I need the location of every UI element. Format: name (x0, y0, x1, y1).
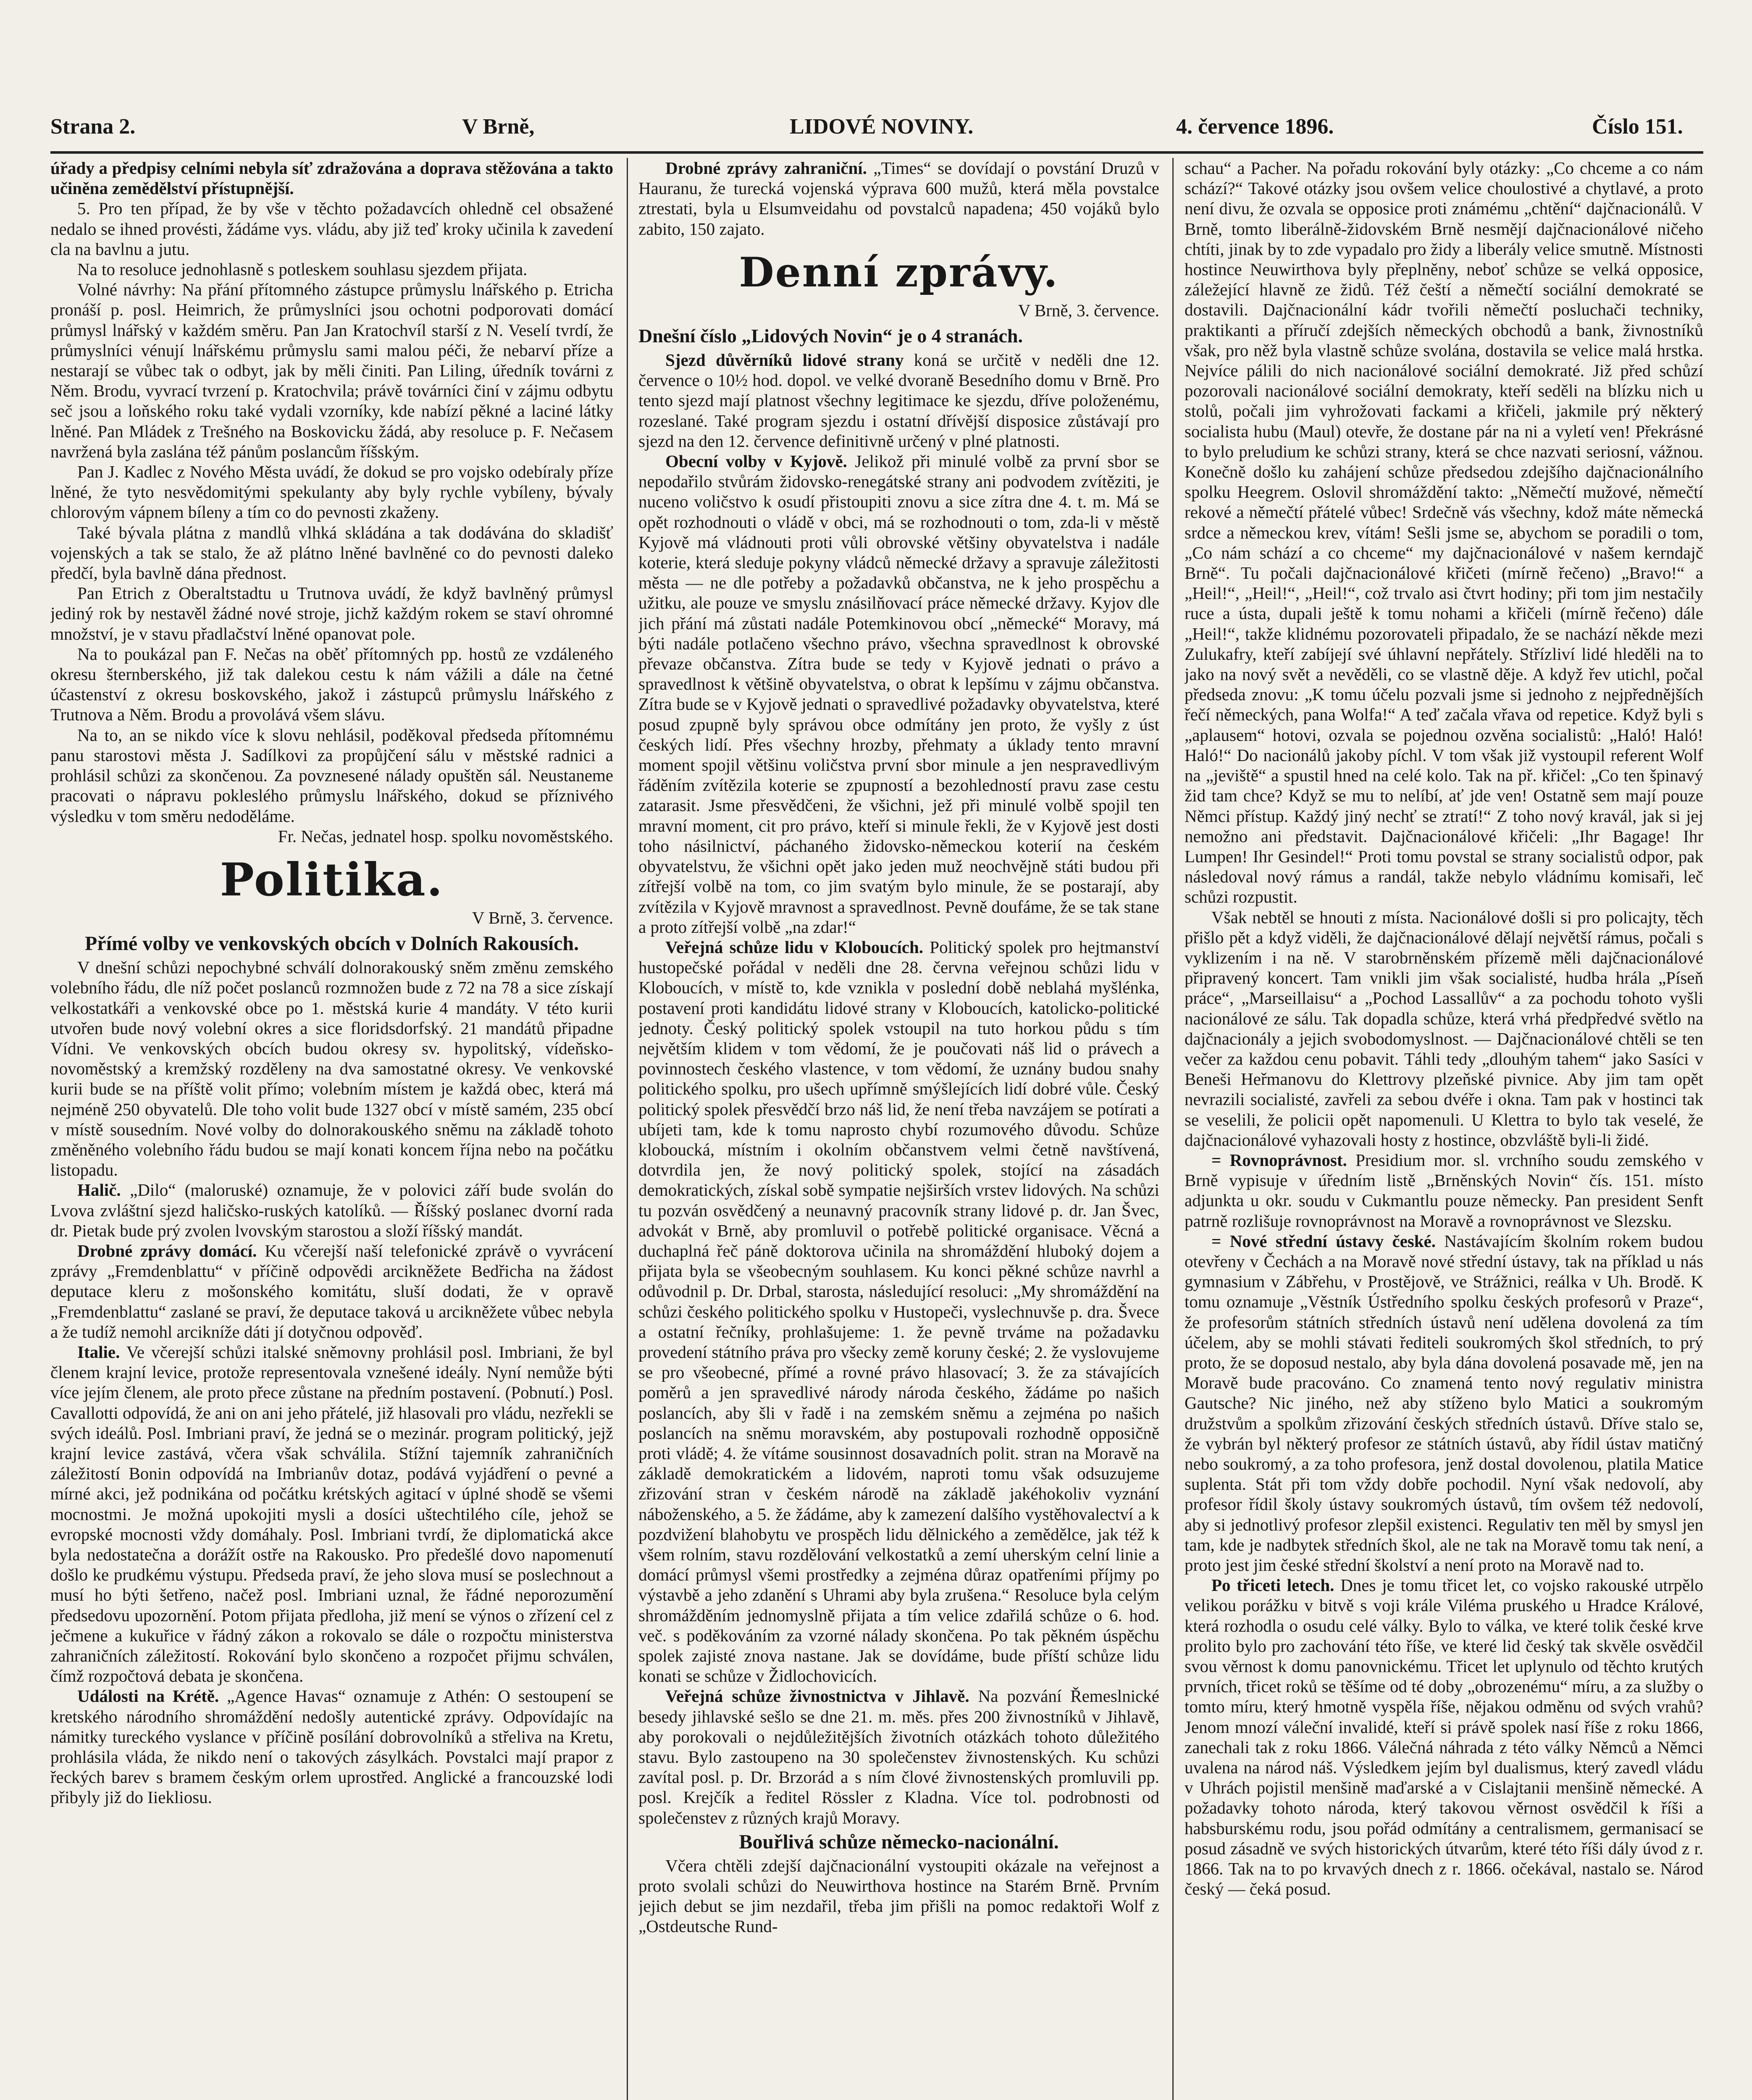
section-title-politika: Politika. (220, 853, 444, 906)
signature: Fr. Nečas, jednatel hosp. spolku novoměstského. (278, 826, 613, 846)
article-heading-inline: Sjezd důvěrníků lidové strany (665, 350, 904, 370)
page-header (50, 114, 1703, 147)
article-text: „Agence Havas“ oznamuje z Athén: O sestoupení se kretského národního shromáždění nedošly autentické zprávy. Odpovídajíc na námitky tureckého vyslance v příčině posílání dobrovolníků a střeliva na Kretu, prohlásila vláda, že nikdo není o takových zásylkách. Povstalci mají prapor z řeckých barev s bramem českým orlem uprostřed. Anglické a francouzské lodi přibyly již do Iiekliosu. (50, 1686, 613, 1807)
article-paragraph: Na to resoluce jednohlasně s potleskem souhlasu sjezdem přijata. (77, 260, 528, 279)
section-title-denni: Denní zprávy. (739, 248, 1059, 296)
article-heading-inline: Halič. (77, 1180, 121, 1200)
dateline: V Brně, 3. července. (472, 908, 613, 927)
article-paragraph: V dnešní schůzi nepochybné schválí dolnorakouský sněm změnu zemského volebního řádu, dle níž počet poslanců rozmnožen bude z 72 na 78 a sice získají velkostatkáři a venkovské obce po 1. městská kurie 4 mandáty. V této kurii utvořen bude nový volební okres a sice floridsdorfský. 21 mandátů připadne Vídni. Ve venkovských obcích budou okresy sv. hypolitský, vídeňsko-novoměstský a kremžský rozděleny na dva samostatné okresy. Ve venkovské kurii bude se na příště volit přímo; volebním místem je každá obec, která má nejméně 250 obyvatelů. Dle toho volit bude 1327 obcí v místě samém, 235 obcí v místě sousedním. Nové volby do dolnorakouského sněmu na základě tohoto změněného volebního řádu budou se mají konati koncem října nebo na počátku listopadu. (50, 958, 613, 1180)
article-text: Dnes je tomu třicet let, co vojsko rakouské utrpělo velikou porážku v bitvě s voji krále Viléma pruského u Hradce Králové, která rozhodla o osudu celé války. Bylo to válka, ve které tolik české krve prolito bylo pro zachování této říše, ve které lid český tak skvěle osvědčil svou věrnost k domu panovnickému. Třicet let uplynulo od těchto krutých prvních, třicet roků se těšíme od té doby „obrozenému“ míru, a za služby o tomto míru, který hmotně vyspěla říše, nějakou odměnu od svých vrahů? Jenom mnozí váleční invalidé, kteří si právě spolek nasí říše z roku 1866, zanechali tak z roku 1866. Válečná náhrada z této války Němců a Němci uvalena na národ náš. Výsledkem jejím byl dualismus, který zavedl vládu v Uhrách pojistil menšině maďarské a v Cislajtanii menšině německé. A požadavky tohoto národa, který takovou věrnost osvědčil k říši a habsburskému rodu, jsou pořád odmítány a centralismem, germanisací se posud zásadně ve svých historických útvarům, které této říši dály úvod z r. 1866. Tak na to po krvavých dnech z r. 1866. očekával, nastalo se. Národ český — čeká posud. (1185, 1575, 1703, 1899)
article-paragraph: Také bývala plátna z mandlů vlhká skládána a tak dodávána do skladišť vojenských a tak se stalo, že až plátno lněné bavlněné co do pevnosti daleko předčí, byla bavlně dána přednost. (50, 522, 613, 583)
column-2 (638, 158, 1159, 2100)
article-text: „Times“ se dovídají o povstání Druzů v Hauranu, že turecká vojenská výprava 600 mužů, která měla povstalce ztrestati, byla u Elsumveidahu od povstalců napadena; 450 vojáků bylo zabito, 150 zajato. (638, 158, 1159, 239)
article-heading-inline: Události na Krétě. (77, 1686, 219, 1706)
article-heading-inline: Drobné zprávy domácí. (77, 1241, 257, 1260)
article-heading-inline: Italie. (77, 1342, 120, 1362)
article-heading: Přímé volby ve venkovských obcích v Dolních Rakousích. (84, 932, 579, 955)
article-heading-inline: Drobné zprávy zahraniční. (665, 158, 867, 178)
article-heading-inline: Veřejná schůze lidu v Kloboucích. (665, 937, 924, 957)
header-date: 4. července 1896. (1176, 115, 1334, 139)
issue-note: Dnešní číslo „Lidových Novin“ je o 4 stranách. (638, 325, 1023, 347)
article-text: „Dilo“ (maloruské) oznamuje, že v polovici září bude svolán do Lvova zvláštní sjezd haličsko-ruských katolíků. — Říšský poslanec dvorní rada dr. Pietak bude prý zvolen lvovským starostou a složí říšský mandát. (50, 1180, 613, 1240)
column-1 (50, 158, 613, 2100)
article-heading-inline: Obecní volby v Kyjově. (665, 452, 847, 471)
article-paragraph: schau“ a Pacher. Na pořadu rokování byly otázky: „Co chceme a co nám schází?“ Takové otázky jsou ovšem velice choulostivé a chytlavé, a proto není divu, že ozvala se opposice proti známému „chtění“ dajčnacionálů. V Brně, tomto liberálně-židovském Brně nesmějí dajčnacionálové ničeho chtíti, jinak by to zde vypadalo pro židy a liberály velice smutně. Místnosti hostince Neuwirthova byly přeplněny, neboť schůze se velká opposice, záležející hlavně ze židů. Též čeští a němečtí sociální demokraté se dostavili. Dajčnacionální kádr tvořili němečtí posluchači techniky, praktikanti a příručí zdejších německých obchodů a bank, živnostníků však, pro něž byla vlastně schůze svolána, dostavila se velice malá hrstka. Nejvíce pálili do nich nacionálové sociální demokraté. Již před schůzí pozorovali nacionálové sociální demokraty, kteří seděli na blízku nich u stolů, počali jim vyhrožovati fackami a křičeli, jakmile prý některý socialista hubu (Maul) otevře, že dostane pár na ni a vyletí ven! Překrásné to bylo preludium ke schůzi strany, která se chce nazvati seriosní, vážnou. Konečně došlo ku zahájení schůze předsedou zdejšího dajčnacionálního spolku Heegrem. Oslovil shromáždění takto: „Němečtí mužové, němečtí rekové a němečtí přátelé vůbec! Srdečně vás všechny, kdož máte německá srdce a německou krev, vítám! Sešli jsme se, abychom se poradili o tom, „Co nám schází a co chceme“ my dajčnacionálové v našem kerndajč Brně“. Tu počali dajčnacionálové křičeti (mírně řečeno) „Bravo!“ a „Heil!“, „Heil!“, „Heil!“, což trvalo asi čtvrt hodiny; při tom jim nestačily ruce a ústa, dupali ještě k tomu nohami a křičeli (mírně řečeno) dále „Heil!“, takže klidnému pozorovateli připadalo, že se nachází někde mezi Zulukafry, kteří zabíjejí své úhlavní nepřátely. Střízliví lidé hleděli na to jako na nový svět a nevěděli, co se vlastně děje. A když řev utichl, počal předseda znovu: „K tomu účelu pozvali jsme si jednoho z nejpřednějších řečí německých, pana Wolfa!“ A teď začala vřava od repetice. Když byli s „aplausem“ hotovi, ozvala se pojednou ozvěna socialistů: „Haló! Haló! Haló!“ Do nacionálů jakoby píchl. V tom však již vystoupil referent Wolf na „jeviště“ a spustil hned na celé kolo. Tak na př. křičel: „Co ten špinavý žid tam chce? Když se mu to nelíbí, ať jde ven! Ostatně sem mají pouze Němci přístup. Každý jiný nechť se ztratí!“ Z toho nový kravál, jak si jej nemožno ani představit. Dajčnacionálové křičeli: „Ihr Bagage! Ihr Lumpen! Ihr Gesindel!“ Proti tomu povstal se strany socialistů odpor, pak následoval nový rámus a randál, takže nebylo vládnímu komisaři, leč schůzi rozpustit. (1185, 158, 1703, 907)
issue-number: Číslo 151. (1592, 115, 1683, 139)
article-paragraph: Volné návrhy: Na přání přítomného zástupce průmyslu lnářského p. Etricha pronáší p. posl. Heimrich, že průmyslníci jsou ochotni podporovati domácí průmysl lnářský v každém směru. Pan Jan Kratochvíl starší z N. Veselí tvrdí, že průmyslníci vénují lnářskému průmyslu sami malou péči, že nebarví příze a nestarají se vůbec tak o odbyt, jak by měli činiti. Pan Liling, úředník továrni z Něm. Brodu, vyvrací tvrzení p. Kratochvila; právě továrníci činí v zájmu odbytu seč jsou a loňského roku také vydali vzorníky, kde nabízí pěkné a laciné látky lněné. Pan Mládek z Trešného na Boskovicku žádá, aby resoluce p. F. Nečasem navržená byla zaslána též pánům poslancům říšským. (50, 280, 613, 461)
newspaper-title: LIDOVÉ NOVINY. (790, 115, 974, 139)
article-text: Presidium mor. sl. vrchního soudu zemského v Brně vypisuje v úředním listě „Brněnských Novin“ čís. 151. místo adjunkta u okr. soudu v Cukmantlu pouze německy. Pan president Senft patrně rozlišuje rovnoprávnost na Moravě a rovnoprávnost ve Slezsku. (1185, 1150, 1703, 1231)
column-divider (1172, 158, 1174, 2100)
article-paragraph: úřady a předpisy celními nebyla síť zdražována a doprava stěžována a takto učiněna zemědělství přístupnější. (50, 158, 613, 198)
article-paragraph: Pan Etrich z Oberaltstadtu u Trutnova uvádí, že když bavlněný průmysl jediný rok by nestavěl žádné nové stroje, jichž každým rokem se staví ohromné množství, je v stavu přadlačství lněné opanovat pole. (50, 583, 613, 643)
article-paragraph: Však nebtěl se hnouti z místa. Nacionálové došli si pro policajty, těch přišlo pět a když viděli, že dajčnacionálové dělají největší rámus, počali s vyklizením i na ně. V starobrněnském přízemě měli dajčnacionálové připravený koncert. Tam vnikli jim však socialisté, hudba hrála „Píseň práce“, „Marseillaisu“ a „Pochod Lassallův“ a za pochodu tohoto vyšli nacionálové ze sálu. Tak dopadla schůze, která vrhá předpředvé světlo na dajčnacionály a jejich svobodomyslnost. — Dajčnacionálové chtěli se ten večer za každou cenu pobavit. Táhli tedy „dlouhým tahem“ jako Sasíci v Beneši Heřmanovu do Klettrovy plzeňské pivnice. Aby jim tam opět nevrazili socialisté, zavřeli za sebou dvéře i okna. Tam pak v hostinci tak se veselili, že policii opět napomenuli. U Klettra to bylo tak veselé, že dajčnacionálové vyhazovali hosty z hostince, obzvláště byli-li židé. (1185, 907, 1703, 1150)
article-paragraph: 5. Pro ten případ, že by vše v těchto požadavcích ohledně cel obsažené nedalo se ihned provésti, žádáme vys. vládu, aby již teď kroky učinila k zavedení cla na bavlnu a jutu. (50, 199, 613, 259)
article-text: Jelikož při minulé volbě za první sbor se nepodařilo stvůrám židovsko-renegátské strany ani podvodem zvítěziti, je nuceno voličstvo k osudí přistoupiti znovu a sice zítra dne 4. t. m. Má se opět rozhodnouti o vládě v obci, má se rozhodnouti o tom, zda-li v městě Kyjově má vládnouti proti vůli obrovské většiny obyvatelstva i nadále koterie, která sleduje pokyny vládců německé državy a spravuje záležitosti města — ne dle potřeby a požadavků občanstva, ne k jeho prospěchu a užitku, ale pouze ve smyslu znásilňovací práce německé državy. Kyjov dle jich přání má zůstati nadále Potemkinovou obcí „německé“ Moravy, má býti nadále potlačeno všechno právo, všechna spravedlnost k obrovské převaze občanstva. Zítra bude se tedy v Kyjově jednati o právo a spravedlnost k většině obyvatelstva, o obrat k lepšímu v zájmu občanstva. Zítra bude se v Kyjově jednati o spravedlivé požadavky obyvatelstva, které posud zpupně byly správou obce odmítány jen proto, že vyšly z úst českých lidí. Přes všechny hrozby, přehmaty a úklady tento mravní moment spojil většinu voličstva první sbor minule a jen nespravedlivým řáděním zvítězila koterie se zpupností a bezohledností pravu zase cestu zatarasit. Jsme přesvědčeni, že všichni, jež při minulé volbě spojil ten mravní moment, cit pro právo, kteří si minule řekli, že v Kyjově jest dosti toho násilnictví, páchaného židovsko-německou koterií na českém obyvatelstvu, že všichni opět jako jeden muž neochvějně státi budou při zítřejší volbě na tom, co jim svatým bylo minule, že se postarají, aby zvítězila v Kyjově mravnost a spravedlnost. Pevně doufáme, že se tak stane a proto zítřejší volbě „na zdar!“ (638, 452, 1159, 937)
article-paragraph: Na to poukázal pan F. Nečas na oběť přítomných pp. hostů ze vzdáleného okresu šternberského, již tak dalekou cestu k nám vážili a dále na četné účastenství z okresu boskovského, jakož i zástupců průmyslu lnářského z Trutnova a Něm. Brodu a provolává všem slávu. (50, 644, 613, 724)
column-divider (627, 158, 628, 2100)
article-paragraph: Pan J. Kadlec z Nového Města uvádí, že dokud se pro vojsko odebíraly příze lněné, že tyto nesvědomitými spekulanty aby byly rychle vybíleny, bývaly chlorovým vápnem bíleny a tím co do pevnosti zkaženy. (50, 462, 613, 522)
article-text: Politický spolek pro hejtmanství hustopečské pořádal v neděli dne 28. června veřejnou schůzi lidu v Kloboucích, v místě to, kde vznikla v poslední době neblahá myšlénka, postavení proti kandidátu lidové strany v Kloboucích, katolicko-politické jednoty. Český politický spolek vstoupil na tuto horkou půdu s tím největším klidem v tom vědomí, že je poučovati náš lid o právech a povinnostech českého vlastence, v tom vědomí, že uznány budou snahy politického spolku, pro ušech upřímně smýšlejících lidí dobré vůle. Český politický spolek přesvědčí brzo náš lid, že není třeba navzájem se potírati a ubíjeti tam, kde k tomu naprosto chybí rozumového důvodu. Schůze kloboucká, místním i okolním občanstvem velmi četně navštívená, dotvrdila jen, že nový politický spolek, stojící na zásadách demokratických, získal sobě sympatie nejširších vrstev lidových. Na schůzi tu pozván osvědčený a neunavný pracovník strany lidové p. dr. Jan Švec, advokát v Brně, aby promluvil o potřebě politické organisace. Věcná a duchaplná řeč páně doktorova učinila na shromáždění hluboký dojem a přijata byla se všeobecným souhlasem. Ku konci pěkné schůze navrhl a odůvodnil p. Dr. Drbal, starosta, následující resoluci: „My shromáždění na schůzi českého politického spolku v Hustopeči, vyslechnuvše p. dra. Švece a ostatní řečníky, prohlašujeme: 1. že pevně trváme na požadavku provedení státního práva pro všecky země koruny české; 2. že vyslovujeme se pro všeobecné, přímé a rovné právo hlasovací; 3. že za stávajících poměrů a jen spravedlivé národy národa českého, žádáme po našich poslancích, aby šli v řadě i na zemském sněmu a zejména po našich poslancích na sněmu moravském, aby postupovali rozhodně opposičně proti vládě; 4. že vítáme sousinnost dosavadních polit. stran na Moravě na základě demokratickém a lidovém, naproti tomu však odsuzujeme zřizování stran v českém národě na základě jakéhokoliv vyznání náboženského, a 5. že žádáme, aby k zamezení dalšího vystěhovalectví a k pozdvižení blahobytu ve prospěch lidu dělnického a zemědělce, jak též k všem rolním, stavu rozdělování velkostatků a zemí uherským celní linie a domácí průmysl všemi prostředky a zejména důraz opatřeními příjmy po výstavbě a jeho zdanění s Uhrami aby byla zrušena.“ Resoluce byla celým shromážděním jednomyslně přijata a tím velice zdařilá schůze o 6. hod. več. s poděkováním za vzorné nálady skončena. Po tak pěkném úspěchu spolek zajisté znova nastane. Jak se dovídáme, bude příští schůze lidu konati se schůze v Židlochovicích. (638, 937, 1159, 1686)
article-paragraph: Včera chtěli zdejší dajčnacionální vystoupiti okázale na veřejnost a proto svolali schůzi do Neuwirthova hostince na Starém Brně. Prvním jejich debut se jim nezdařil, třeba jim přišli na pomoc redaktoři Wolf z „Ostdeutsche Rund- (638, 1856, 1159, 1936)
article-heading-inline: Po třiceti letech. (1211, 1575, 1334, 1595)
page-number: Strana 2. (50, 115, 136, 139)
article-text: Nastávajícím školním rokem budou otevřeny v Čechách a na Moravě nové střední ústavy, tak na příklad u nás gymnasium v Zábřehu, v Prostějově, ve Strážnici, reálka v Uh. Brodě. K tomu oznamuje „Věstník Ústředního spolku českých profesorů v Praze“, že profesorům státních středních ústavů není udělena dovolená za tím účelem, aby se mohli stávati řediteli soukromých škol středních, to prý proto, že se doposud nestalo, aby byla dána dovolená posavade mě, jen na Moravě bude pracováno. Co znamená tento nový regulativ ministra Gautsche? Nic jiného, než aby stíženo bylo Matici a soukromým družstvům a spolkům zřizování českých středních ústavů. Dříve stalo se, že vybrán byl některý profesor ze státních ústavů, aby řídil ústav matičný nebo soukromý, a za toho profesora, jenž dostal dovolenou, platila Matice suplenta. Stát při tom vždy dobře pochodil. Nyní však nedovolí, aby profesor řídil školy ústavy soukromých ústavů, tím ovšem též nedovolí, aby si jednotlivý profesor zlepšil existenci. Regulativ ten měl by smysl jen tam, kde je nadbytek středních škol, ale ne tak na Moravě tomu tak není, a proto jest jim české střední školství a není proto na Moravě nad to. (1185, 1231, 1703, 1575)
article-text: Na pozvání Řemeslnické besedy jihlavské sešlo se dne 21. m. měs. přes 200 živnostníků v Jihlavě, aby porokovali o nejdůležitějších životních otázkách tohoto důležitého stavu. Bylo zastoupeno na 30 společenstev živnostenských. Ku schůzi zavítal posl. p. Dr. Brzorád a s ním člové živnostenských promluvili pp. posl. Krejčík a ředitel Rössler z Kladna. Více tol. podrobnosti od společenstev z různých krajů Moravy. (638, 1686, 1159, 1827)
article-text: Ve včerejší schůzi italské sněmovny prohlásil posl. Imbriani, že byl členem krajní levice, protože representovala vznešené ideály. Nyní nemůže býti více jejím členem, ale proto přece zůstane na předním postavení. (Pobnutí.) Posl. Cavallotti odpovídá, že ani on ani jeho přátelé, již hlasovali pro vládu, nezřekli se svých ideálů. Posl. Imbriani praví, že jedná se o mezinár. program politický, jejž krajní levice zastává, včera však schválila. Stížní tajemník zahraničních záležitostí Bonin odpovídá na Imbrianův dotaz, podává vyjádření o pevné a mírné akci, jež podnikána od počátku krétských agitací v úplné shodě se všemi mocnostmi. Je možná upokojiti mysli a dosíci uštechtilého cíle, jehož se evropské mocnosti vždy domáhaly. Posl. Imbriani tvrdí, že diplomatická akce byla nedostatečna a dorážít ostře na Rakousko. Pro předešlé dovo napomenutí došlo ke prudkému výstupu. Předseda praví, že jeho slova musí se poslechnout a musí ho býti šetřeno, načež posl. Imbriani uznal, že řádné neporozumění předsedovu upozornění. Potom přijata předloha, již mení se výnos o zřízení cel z ječmene a kukuřice v řádný zákon a rokovalo se dále o rozpočtu ministerstva zahraničních záležitostí. Rokování bylo skončeno a rozpočet přijmu schválen, čímž rozpočtová debata je skončena. (50, 1342, 613, 1686)
article-heading-inline: = Rovnoprávnost. (1211, 1150, 1347, 1170)
dateline: V Brně, 3. července. (1018, 300, 1159, 320)
article-paragraph: Na to, an se nikdo více k slovu nehlásil, poděkoval předseda přítomnému panu starostovi města J. Sadílkovi za propůjčení sálu v městské radnici a prohlásil schůzi za skončenou. Za povznesené nálady opuštěn sál. Neustaneme pracovati o nápravu pokleslého průmyslu lnářského, dokud se příznivého výsledku v tom směru nedoděláme. (50, 725, 613, 826)
article-heading-inline: Veřejná schůze živnostnictva v Jihlavě. (665, 1686, 969, 1706)
header-rule (50, 151, 1703, 154)
article-text: koná se určitě v neděli dne 12. července o 10½ hod. dopol. ve velké dvoraně Besedního domu v Brně. Pro tento sjezd mají platnost všechny legitimace ke sjezdu, dříve položenému, rozeslané. Také program sjezdu i ostatní dřívější disposice zůstávají pro sjezd na den 12. července definitivně určený v plné platnosti. (638, 350, 1159, 451)
column-3 (1185, 158, 1703, 2100)
header-city: V Brně, (462, 115, 535, 139)
article-text: Ku včerejší naší telefonické zprávě o vyvrácení zprávy „Fremdenblattu“ v příčině odpovědi arcikněžete Bedřicha na žádost deputace kleru z mošonského komitátu, sluší dodati, že v opravě „Fremdenblattu“ zaslané se praví, že deputace taková u arcikněžete vůbec nebyla a že tudíž nemohl arcikníže dáti jí dotyčnou odpověď. (50, 1241, 613, 1341)
article-heading: Bouřlivá schůze německo-nacionální. (739, 1830, 1059, 1853)
article-heading-inline: = Nové střední ústavy české. (1211, 1231, 1436, 1251)
